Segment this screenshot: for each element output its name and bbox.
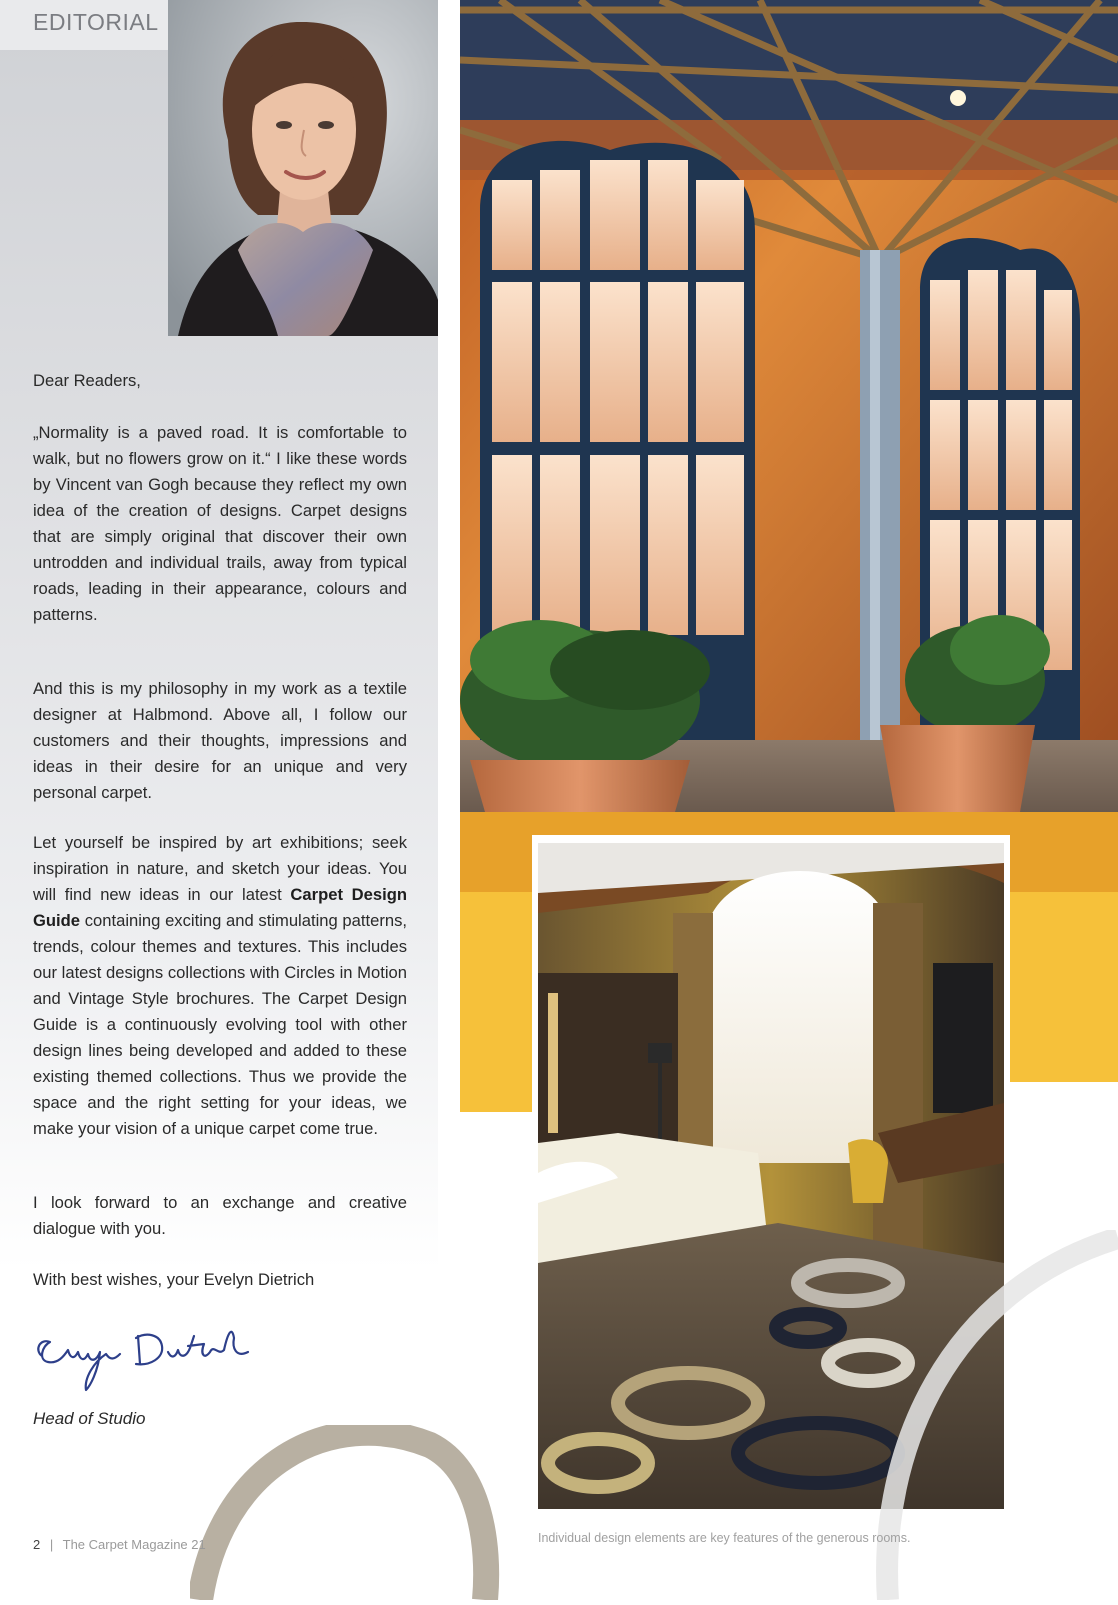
paragraph-2: And this is my philosophy in my work as a textile designer at Halbmond. Above all, I follow our customers and their thoughts, impressions and ideas in their desire for an unique and very personal carpet. (33, 679, 407, 802)
page-footer (33, 1537, 206, 1552)
author-role: Head of Studio (33, 1409, 146, 1428)
paragraph-1: „Normality is a paved road. It is comfortable to walk, but no flowers grow on it.“ I like these words by Vincent van Gogh because they reflect my own idea of the creation of designs. Carpet designs that are simply original that discover their own untrodden and individual trails, away from typical roads, leading in their appearance, colours and patterns. (33, 423, 407, 624)
page-number: 2 (33, 1537, 41, 1552)
author-portrait (168, 0, 438, 336)
signature (28, 1316, 288, 1401)
footer-separator: | (49, 1537, 54, 1552)
paragraph-3-intro: Let yourself be inspired by art exhibitions; seek inspiration in nature, and sketch your ideas. You will find new ideas in our latest (33, 833, 407, 904)
photo-caption: Individual design elements are key features of the generous rooms. (538, 1531, 911, 1545)
accent-block-left (460, 892, 536, 1112)
accent-block-right (1004, 892, 1118, 1082)
paragraph-3-rest: containing exciting and stimulating patterns, trends, colour themes and textures. This includes our latest designs collections with Circles in Motion and Vintage Style brochures. The Carpet Design Guide is a continuously evolving tool with other design lines being developed and added to these existing themed collections. Thus we provide the space and the right setting for your ideas, we make your vision of a unique carpet come true. (33, 911, 407, 1138)
carpet-design-guide-highlight: Carpet Design Guide (33, 885, 407, 930)
decorative-arc (190, 1425, 510, 1605)
salutation: Dear Readers, (33, 371, 141, 390)
paragraph-3 (33, 830, 407, 1142)
hall-photo (460, 0, 1118, 812)
paragraph-4: I look forward to an exchange and creative dialogue with you. (33, 1193, 407, 1238)
magazine-title: The Carpet Magazine 21 (62, 1537, 206, 1552)
decorative-arc-right (868, 1230, 1118, 1605)
closing: With best wishes, your Evelyn Dietrich (33, 1270, 315, 1289)
section-label: EDITORIAL (33, 9, 159, 35)
